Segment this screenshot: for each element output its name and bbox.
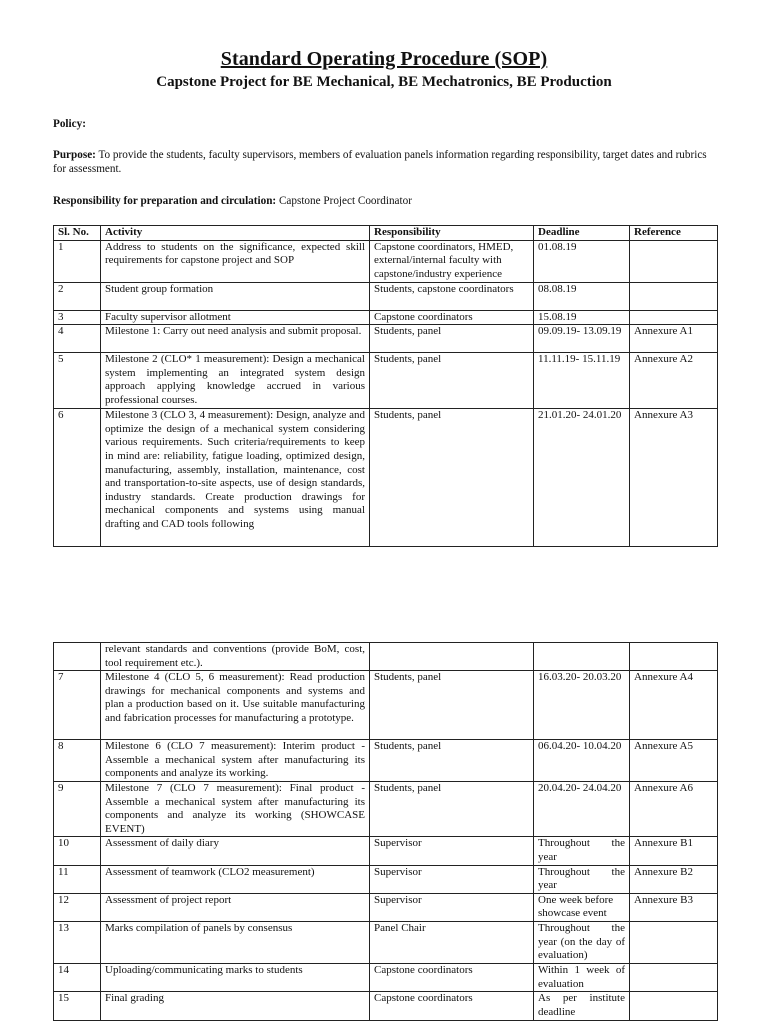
cell-deadline: As per institute deadline	[534, 992, 630, 1021]
table-row	[54, 671, 718, 740]
cell-reference	[630, 282, 718, 310]
cell-responsibility: Students, panel	[370, 671, 534, 740]
table-row	[54, 240, 718, 282]
cell-deadline: 20.04.20- 24.04.20	[534, 781, 630, 836]
cell-reference: Annexure B2	[630, 865, 718, 893]
table-row	[54, 740, 718, 782]
cell-activity: Final grading	[101, 992, 370, 1021]
purpose-label: Purpose:	[53, 149, 96, 161]
header-responsibility: Responsibility	[370, 226, 534, 241]
table-row	[54, 409, 718, 547]
cell-reference	[630, 643, 718, 671]
cell-sl-no: 10	[54, 837, 101, 865]
cell-deadline: 09.09.19- 13.09.19	[534, 325, 630, 353]
cell-sl-no: 2	[54, 282, 101, 310]
cell-sl-no: 7	[54, 671, 101, 740]
cell-responsibility: Supervisor	[370, 865, 534, 893]
cell-responsibility	[370, 643, 534, 671]
page-subtitle: Capstone Project for BE Mechanical, BE Mechatronics, BE Production	[156, 74, 612, 90]
cell-sl-no: 12	[54, 893, 101, 921]
cell-responsibility: Students, panel	[370, 353, 534, 409]
purpose-text: To provide the students, faculty supervisors, members of evaluation panels information regarding responsibility, target dates and rubrics for assessment.	[53, 149, 707, 175]
page-title: Standard Operating Procedure (SOP)	[220, 48, 548, 70]
table-row	[54, 310, 718, 325]
cell-responsibility: Students, panel	[370, 409, 534, 547]
cell-reference	[630, 240, 718, 282]
table-row	[54, 325, 718, 353]
cell-deadline	[534, 643, 630, 671]
header-sl-no: Sl. No.	[54, 226, 101, 241]
cell-responsibility: Students, panel	[370, 325, 534, 353]
header-reference: Reference	[630, 226, 718, 241]
cell-deadline: Within 1 week of evaluation	[534, 963, 630, 991]
cell-reference: Annexure B3	[630, 893, 718, 921]
cell-responsibility: Capstone coordinators	[370, 992, 534, 1021]
cell-deadline: 06.04.20- 10.04.20	[534, 740, 630, 782]
cell-responsibility: Students, capstone coordinators	[370, 282, 534, 310]
table-row	[54, 353, 718, 409]
cell-sl-no	[54, 643, 101, 671]
sop-table-part-2	[53, 642, 718, 1021]
cell-activity: Milestone 2 (CLO* 1 measurement): Design a mechanical system implementing an integrated system design approach applying knowledge accrued in various professional courses.	[101, 353, 370, 409]
cell-sl-no: 15	[54, 992, 101, 1021]
cell-responsibility: Supervisor	[370, 837, 534, 865]
table-row	[54, 837, 718, 865]
policy-paragraph	[53, 117, 718, 131]
cell-responsibility: Capstone coordinators	[370, 963, 534, 991]
cell-reference	[630, 963, 718, 991]
purpose-paragraph	[53, 148, 718, 176]
cell-responsibility: Capstone coordinators	[370, 310, 534, 325]
table-row	[54, 963, 718, 991]
cell-activity: Milestone 4 (CLO 5, 6 measurement): Read production drawings for mechanical components and systems and plan a production based on it. Use suitable manufacturing and fabrication processes for manufacturing a prototype.	[101, 671, 370, 740]
cell-sl-no: 4	[54, 325, 101, 353]
cell-responsibility: Students, panel	[370, 740, 534, 782]
cell-sl-no: 14	[54, 963, 101, 991]
table-row	[54, 865, 718, 893]
cell-activity: Address to students on the significance, expected skill requirements for capstone project and SOP	[101, 240, 370, 282]
cell-reference: Annexure B1	[630, 837, 718, 865]
cell-activity: Assessment of teamwork (CLO2 measurement)	[101, 865, 370, 893]
responsibility-paragraph	[53, 194, 718, 208]
cell-reference: Annexure A5	[630, 740, 718, 782]
table-row	[54, 282, 718, 310]
cell-activity: Uploading/communicating marks to students	[101, 963, 370, 991]
cell-reference: Annexure A1	[630, 325, 718, 353]
cell-sl-no: 9	[54, 781, 101, 836]
cell-responsibility: Students, panel	[370, 781, 534, 836]
table-row	[54, 921, 718, 963]
cell-reference: Annexure A2	[630, 353, 718, 409]
responsibility-text: Capstone Project Coordinator	[276, 195, 412, 207]
cell-activity: Student group formation	[101, 282, 370, 310]
cell-sl-no: 3	[54, 310, 101, 325]
table-row	[54, 643, 718, 671]
table-row	[54, 992, 718, 1021]
header-activity: Activity	[101, 226, 370, 241]
header-deadline: Deadline	[534, 226, 630, 241]
sop-table-part-1	[53, 225, 718, 547]
cell-reference: Annexure A3	[630, 409, 718, 547]
cell-deadline: 08.08.19	[534, 282, 630, 310]
responsibility-label: Responsibility for preparation and circulation:	[53, 195, 277, 207]
cell-sl-no: 8	[54, 740, 101, 782]
cell-deadline: 01.08.19	[534, 240, 630, 282]
cell-reference	[630, 992, 718, 1021]
cell-sl-no: 6	[54, 409, 101, 547]
cell-activity: relevant standards and conventions (provide BoM, cost, tool requirement etc.).	[101, 643, 370, 671]
cell-deadline: Throughout the year (on the day of evaluation)	[534, 921, 630, 963]
cell-reference: Annexure A4	[630, 671, 718, 740]
cell-deadline: 21.01.20- 24.01.20	[534, 409, 630, 547]
cell-responsibility: Panel Chair	[370, 921, 534, 963]
table-row	[54, 893, 718, 921]
policy-label: Policy:	[53, 118, 86, 130]
cell-reference: Annexure A6	[630, 781, 718, 836]
table-row	[54, 781, 718, 836]
cell-activity: Milestone 1: Carry out need analysis and submit proposal.	[101, 325, 370, 353]
cell-responsibility: Capstone coordinators, HMED, external/internal faculty with capstone/industry experience	[370, 240, 534, 282]
cell-activity: Marks compilation of panels by consensus	[101, 921, 370, 963]
cell-deadline: One week before showcase event	[534, 893, 630, 921]
cell-activity: Assessment of project report	[101, 893, 370, 921]
cell-deadline: 11.11.19- 15.11.19	[534, 353, 630, 409]
cell-deadline: 16.03.20- 20.03.20	[534, 671, 630, 740]
cell-sl-no: 13	[54, 921, 101, 963]
cell-responsibility: Supervisor	[370, 893, 534, 921]
cell-sl-no: 11	[54, 865, 101, 893]
cell-activity: Faculty supervisor allotment	[101, 310, 370, 325]
table-header-row	[54, 226, 718, 241]
cell-sl-no: 1	[54, 240, 101, 282]
cell-deadline: Throughout the year	[534, 865, 630, 893]
cell-activity: Milestone 6 (CLO 7 measurement): Interim product - Assemble a mechanical system after manufacturing its components and analyze its working.	[101, 740, 370, 782]
cell-activity: Milestone 7 (CLO 7 measurement): Final product - Assemble a mechanical system after manufacturing its components and analyze its working (SHOWCASE EVENT)	[101, 781, 370, 836]
cell-reference	[630, 310, 718, 325]
cell-deadline: 15.08.19	[534, 310, 630, 325]
cell-sl-no: 5	[54, 353, 101, 409]
cell-activity: Milestone 3 (CLO 3, 4 measurement): Design, analyze and optimize the design of a mechanical system considering various requirements. Such criteria/requirements to keep in mind are: reliability, fatigue loading, optimized design, manufacturing, assembly, installation, maintenance, cost and transportation-to-site aspects, use of design standards, industry standards. Create production drawings for mechanical components and systems using manual drafting and CAD tools following	[101, 409, 370, 547]
cell-deadline: Throughout the year	[534, 837, 630, 865]
cell-reference	[630, 921, 718, 963]
cell-activity: Assessment of daily diary	[101, 837, 370, 865]
